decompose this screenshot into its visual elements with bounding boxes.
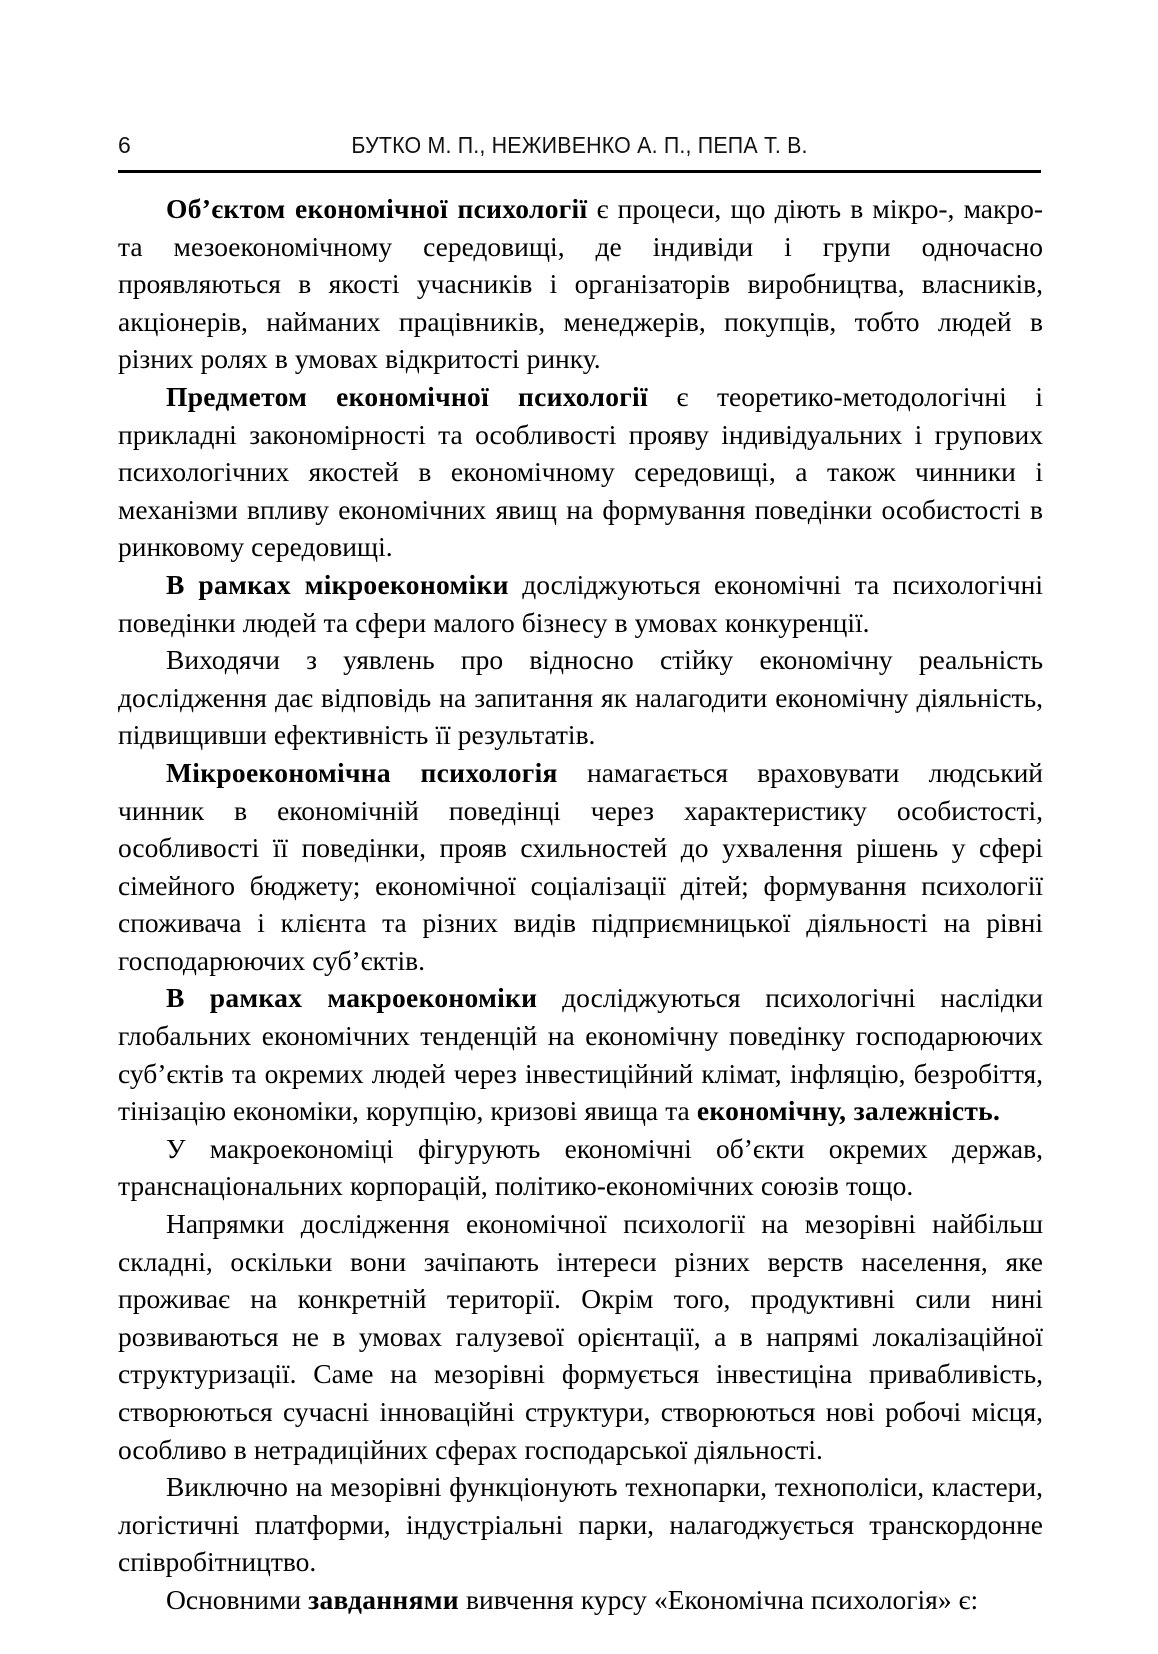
paragraph-mesolevel-research-directions xyxy=(118,1205,1043,1468)
paragraph-text: Виходячи з уявлень про відносно стійку економічну реальність дослідження дає відповідь на запитання як налагодити економічну діяльність, підвищивши ефективність її результатів. xyxy=(118,644,1043,751)
page-number: 6 xyxy=(118,132,131,158)
paragraph-within-microeconomics xyxy=(118,566,1043,641)
paragraph-text: досліджуються економічні та психологічні поведінки людей та сфери малого бізнесу в умовах конкуренції. xyxy=(118,568,1043,638)
paragraph-text: досліджуються психологічні наслідки глобальних економічних тенденцій на економічну поведінку господарюючих суб’єктів та окремих людей через інвестиційний клімат, інфляцію, безробіття, тінізацію економіки, корупцію, кризові явища та xyxy=(118,982,1043,1127)
header-divider-rule xyxy=(118,170,1041,173)
paragraph-stable-economic-reality xyxy=(118,641,1043,754)
paragraph-within-macroeconomics xyxy=(118,979,1043,1129)
paragraph-text: намагається враховувати людський чинник в економічній поведінці через характеристику особистості, особливості її поведінки, прояв схильностей до ухвалення рішень у сфері сімейного бюджету; економічної соціалізації дітей; формування психології споживача і клієнта та різних видів підприємницької діяльності на рівні господарюючих суб’єктів. xyxy=(118,756,1044,976)
inline-bold-phrase: завданнями xyxy=(308,1583,459,1615)
running-header-title: БУТКО М. П., НЕЖИВЕНКО А. П., ПЕПА Т. В. xyxy=(351,132,808,158)
paragraph-course-main-tasks xyxy=(118,1581,1043,1619)
paragraph-text: є процеси, що діють в мікро-, макро- та мезоекономічному середовищі, де індивіди і групи одночасно проявляються в якості учасників і організаторів виробництва, власників, акціонерів, найманих працівників, менеджерів, покупців, тобто людей в різних ролях в умовах відкритості ринку. xyxy=(118,193,1044,375)
paragraph-subject-of-economic-psychology xyxy=(118,378,1043,566)
body-text-column xyxy=(118,190,1043,1619)
paragraph-text: є теоретико-методологічні і прикладні закономірності та особливості прояву індивідуальних і групових психологічних якостей в економічному середовищі, а також чинники і механізми впливу економічних явищ на формування поведінки особистості в ринковому середовищі. xyxy=(118,380,1043,563)
paragraph-microeconomic-psychology xyxy=(118,754,1043,980)
paragraph-mesolevel-technoparks xyxy=(118,1468,1043,1581)
paragraph-text: Напрямки дослідження економічної психології на мезорівні найбільш складні, оскільки вони зачіпають інтереси різних верств населення, яке проживає на конкретній території. Окрім того, продуктивні сили нині розвиваються не в умовах галузевої орієнтації, а в напрямі локалізаційної структуризації. Саме на мезорівні формується інвестиціна привабливість, створюються сучасні інноваційні структури, створюються нові робочі місця, особливо в нетрадиційних сферах господарської діяльності. xyxy=(118,1208,1043,1465)
paragraph-text: вивчення курсу «Економічна психологія» є: xyxy=(458,1583,979,1615)
lead-bold-phrase: Предметом економічної психології xyxy=(166,380,648,412)
paragraph-macroeconomics-objects xyxy=(118,1130,1043,1205)
lead-bold-phrase: Мікроекономічна психологія xyxy=(166,756,558,788)
lead-bold-phrase: В рамках макроекономіки xyxy=(166,982,538,1014)
tail-bold-phrase: економічну, залежність. xyxy=(696,1095,1001,1127)
lead-bold-phrase: Об’єктом економічної психології xyxy=(166,193,588,224)
running-header xyxy=(118,128,1041,168)
paragraph-text: Виключно на мезорівні функціонують технопарки, технополіси, кластери, логістичні платформи, індустріальні парки, налагоджується транскордонне співробітництво. xyxy=(118,1471,1043,1578)
paragraph-object-of-economic-psychology xyxy=(118,190,1043,378)
paragraph-text-pre: Основними xyxy=(166,1583,309,1615)
lead-bold-phrase: В рамках мікроекономіки xyxy=(166,568,509,600)
paragraph-text: У макроекономіці фігурують економічні об’єкти окремих держав, транснаціональних корпорацій, політико-економічних союзів тощо. xyxy=(118,1132,1043,1202)
